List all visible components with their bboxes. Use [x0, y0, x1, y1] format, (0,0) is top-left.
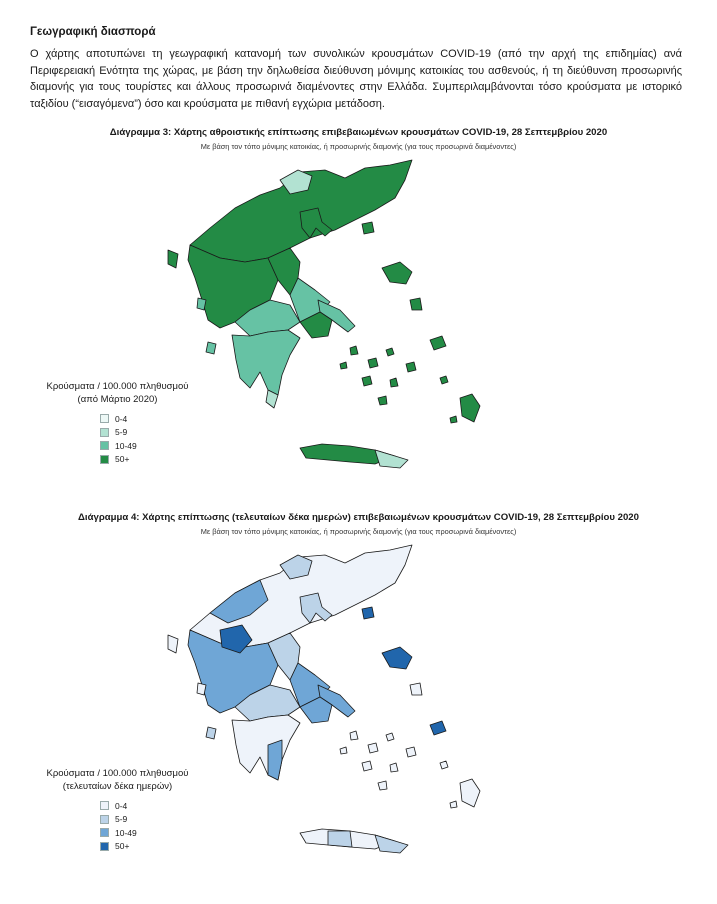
legend-item	[100, 826, 230, 840]
legend-label: 0-4	[115, 413, 128, 424]
intro-paragraph: Ο χάρτης αποτυπώνει τη γεωγραφική κατανομή των συνολικών κρουσμάτων COVID-19 (από την αρχή της επιδημίας) ανά Περιφερειακή Ενότητα της χώρας, με βάση την δηλωθείσα διεύθυνση μόνιμης κατοικίας του ασθενούς, ή τη διεύθυνση προσωρινής διαμονής για τους τουρίστες και άλλους προσωρινά διαμένοντες στην Ελλάδα. Συμπεριλαμβάνονται τόσο κρούσματα με ιστορικό ταξιδίου (“εισαγόμενα”) όσο και κρούσματα με πιθανή εγχώρια μετάδοση.	[30, 48, 682, 110]
map-region	[206, 342, 216, 354]
legend-swatch	[100, 414, 109, 423]
legend-title: Κρούσματα / 100.000 πληθυσμού	[46, 381, 189, 392]
legend-item	[100, 412, 230, 426]
legend-title: Κρούσματα / 100.000 πληθυσμού	[46, 768, 189, 779]
map-region	[460, 394, 480, 422]
legend-label: 50+	[115, 841, 130, 852]
figure3-legend	[30, 381, 230, 466]
legend-label: 5-9	[115, 814, 128, 825]
legend-label: 10-49	[115, 827, 137, 838]
figure4-subtitle: Με βάση τον τόπο μόνιμης κατοικίας, ή προσωρινής διαμονής (για τους προσωρινά διαμένοντες)	[200, 527, 517, 536]
legend-item	[100, 799, 230, 813]
legend-swatch	[100, 801, 109, 810]
legend-label: 10-49	[115, 440, 137, 451]
map-region	[206, 727, 216, 739]
map-region	[268, 740, 282, 780]
legend-label: 0-4	[115, 800, 128, 811]
map-region	[410, 298, 422, 310]
legend-item	[100, 439, 230, 453]
legend-subtitle: (από Μάρτιο 2020)	[77, 393, 158, 405]
map-region	[386, 348, 394, 356]
legend-label: 50+	[115, 454, 130, 465]
map-region	[410, 683, 422, 695]
map-region	[197, 298, 206, 310]
figure4-legend	[30, 768, 230, 853]
map-region	[197, 683, 206, 695]
map-region	[430, 336, 446, 350]
section-heading: Γεωγραφική διασπορά	[30, 26, 156, 38]
map-region	[368, 743, 378, 753]
map-region	[350, 731, 358, 740]
map-region	[378, 396, 387, 405]
map-region	[350, 346, 358, 355]
map-region	[450, 416, 457, 423]
legend-label: 5-9	[115, 427, 128, 438]
map-region	[362, 607, 374, 619]
map-region	[390, 763, 398, 772]
map-region	[406, 747, 416, 757]
map-region	[460, 779, 480, 807]
map-region	[328, 831, 352, 847]
map-region	[406, 362, 416, 372]
figure4-title: Διάγραμμα 4: Χάρτης επίπτωσης (τελευταίων δέκα ημερών) επιβεβαιωμένων κρουσμάτων COVID-19, 28 Σεπτεμβρίου 2020	[78, 512, 639, 523]
map-region	[375, 835, 408, 853]
legend-subtitle: (τελευταίων δέκα ημερών)	[62, 780, 173, 792]
map-region	[368, 358, 378, 368]
map-region	[450, 801, 457, 808]
legend-item	[100, 453, 230, 467]
legend-swatch	[100, 441, 109, 450]
map-region	[168, 250, 178, 268]
legend-swatch	[100, 455, 109, 464]
map-region	[440, 376, 448, 384]
legend-swatch	[100, 428, 109, 437]
map-region	[362, 761, 372, 771]
figure3-title: Διάγραμμα 3: Χάρτης αθροιστικής επίπτωσης επιβεβαιωμένων κρουσμάτων COVID-19, 28 Σεπτεμβρίου 2020	[109, 127, 608, 138]
legend-item	[100, 813, 230, 827]
map-region	[378, 781, 387, 790]
map-region	[375, 450, 408, 468]
map-region	[232, 715, 300, 780]
legend-swatch	[100, 815, 109, 824]
map-region	[362, 222, 374, 234]
map-region	[340, 362, 347, 369]
map-region	[386, 733, 394, 741]
legend-swatch	[100, 842, 109, 851]
legend-swatch	[100, 828, 109, 837]
map-region	[430, 721, 446, 735]
map-region	[382, 647, 412, 669]
map-region	[232, 330, 300, 395]
map-region	[390, 378, 398, 387]
map-region	[362, 376, 372, 386]
legend-item	[100, 426, 230, 440]
legend-item	[100, 840, 230, 854]
map-region	[340, 747, 347, 754]
map-region	[168, 635, 178, 653]
map-region	[440, 761, 448, 769]
figure3-subtitle: Με βάση τον τόπο μόνιμης κατοικίας, ή προσωρινής διαμονής (για τους προσωρινά διαμένοντες)	[200, 142, 517, 151]
map-region	[382, 262, 412, 284]
